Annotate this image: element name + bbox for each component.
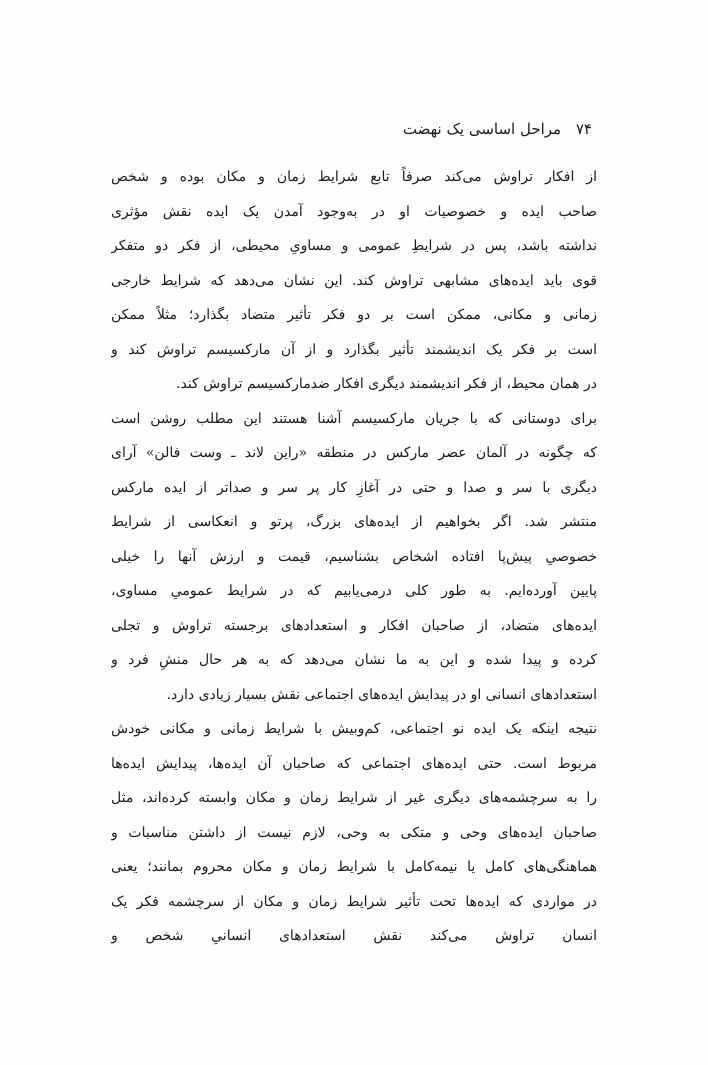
text-line: نتیجه اینکه یک ایده نو اجتماعی، کم‌وبیش با شرایط زمانی و مکانی خودش — [111, 721, 597, 737]
text-line: برای دوستانی که با جریان مارکسیسم آشنا هستند این مطلب روشن است — [111, 410, 597, 427]
text-line: است بر فکر یک اندیشمند تأثیر بگذارد و از آن مارکسیسم تراوش کند و — [111, 341, 597, 358]
text-line: در همان محیط، از فکر اندیشمند دیگری افکار ضدمارکسیسم تراوش کند. — [176, 376, 597, 392]
text-line: استعدادهای انسانی او در پیدایش ایده‌های اجتماعی نقش بسیار زیادی دارد. — [166, 686, 597, 703]
text-line: پایین آورده‌ایم. به طور کلی درمی‌یابیم که در شرایط عمومیِ مساوی، — [111, 583, 597, 599]
text-line: منتشر شد. اگر بخواهیم از ایده‌های بزرگ، پرتو و انعکاسی از شرایط — [111, 514, 597, 530]
text-line: زمانی و مکانی، ممکن است بر دو فکر تأثیر متضاد بگذارد؛ مثلاً ممکن — [111, 307, 597, 323]
text-line: صاحبان ایده‌های وحی و متکی به وحی، لازم نیست از داشتن مناسبات و — [111, 824, 597, 841]
page-number: ۷۴ — [575, 120, 592, 138]
text-line: هماهنگی‌های کامل یا نیمه‌کامل با شرایط زمان و مکان محروم بمانند؛ یعنی — [111, 859, 597, 875]
text-line: از افکار تراوش می‌کند صرفاً تابع شرایط زمان و مکان بوده و شخص — [111, 169, 597, 185]
body-text — [111, 160, 597, 954]
text-line: ایده‌های متضاد، از صاحبان افکار و استعدادهای برجسته تراوش و تجلی — [111, 617, 597, 634]
text-line: که چگونه در آلمان عصر مارکس در منطقه «راین لاند ـ وست فالن» آرای — [111, 445, 597, 461]
text-line: صاحب ایده و خصوصیات او در به‌وجود آمدن یک ایده نقش مؤثری — [111, 203, 597, 220]
text-line: نداشته باشد، پس در شرایطِ عمومی و مساویِ محیطی، از فکر دو متفکر — [111, 238, 597, 254]
text-line: خصوصیِ پیش‌پا افتاده اشخاص بشناسیم، قیمت و ارزش آنها را خیلی — [111, 548, 597, 565]
text-line: دیگری با سر و صدا و حتی در آغازِ کار پر سر و صداتر از ایده مارکس — [111, 479, 597, 496]
text-line: مربوط است. حتی ایده‌های اجتماعی که صاحبان آن ایده‌ها، پیدایش ایده‌ها — [111, 755, 597, 772]
text-line: را به سرچشمه‌های دیگری غیر از شرایط زمان و مکان وابسته کرده‌اند، مثل — [111, 790, 597, 806]
text-line: انسان تراوش می‌کند نقش استعدادهای انسانیِ شخص و — [111, 928, 597, 944]
running-head — [403, 120, 592, 138]
text-line: قوی باید ایده‌های مشابهی تراوش کند. این نشان می‌دهد که شرایط خارجی — [111, 272, 597, 289]
text-line: در مواردی که ایده‌ها تحت تأثیر شرایط زمان و مکان از سرچشمه فکر یک — [111, 893, 597, 910]
text-line: کرده و پیدا شده و این به ما نشان می‌دهد که به هر حال منشِ فرد و — [111, 652, 597, 668]
running-head-title: مراحل اساسی یک نهضت — [402, 120, 562, 138]
